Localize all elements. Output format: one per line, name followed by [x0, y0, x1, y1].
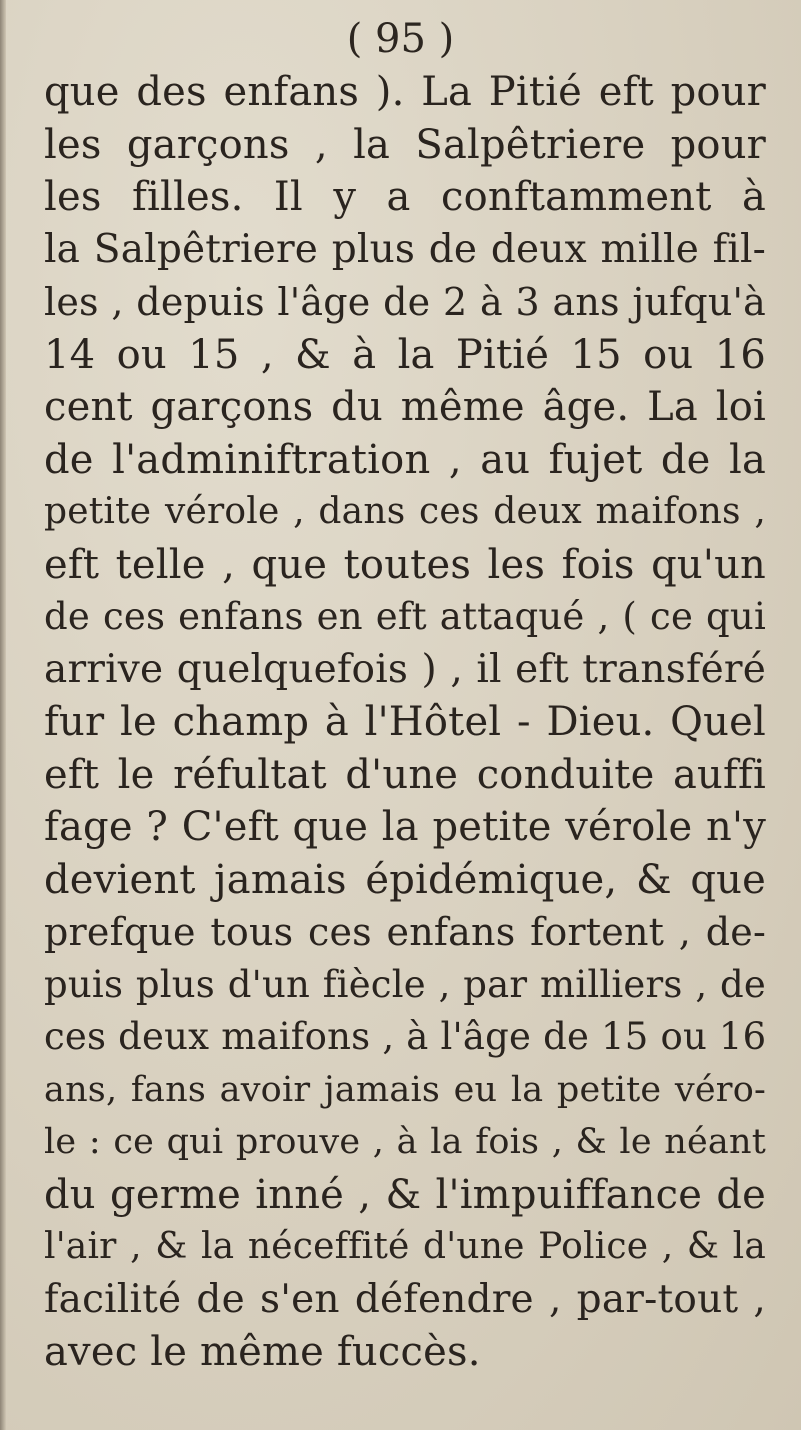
text-line: le : ce qui prouve , à la fois , & le néant — [44, 1122, 766, 1162]
text-line: devient jamais épidémique, & que — [44, 856, 766, 903]
text-line: puis plus d'un fiècle , par milliers , de — [44, 962, 766, 1006]
text-line: cent garçons du même âge. La loi — [44, 384, 766, 430]
text-line: avec le même fuccès. — [44, 1329, 481, 1375]
text-line: ans, fans avoir jamais eu la petite véro- — [44, 1069, 766, 1110]
text-line: petite vérole , dans ces deux maifons , — [44, 491, 766, 532]
body-text — [44, 66, 766, 1379]
text-line: les garçons , la Salpêtriere pour — [44, 121, 766, 168]
text-line: les , depuis l'âge de 2 à 3 ans jufqu'à — [44, 280, 766, 324]
text-line: que des enfans ). La Pitié eft pour — [44, 69, 766, 115]
text-line: fur le champ à l'Hôtel - Dieu. Quel — [44, 699, 766, 745]
text-line: les filles. Il y a conftamment à — [44, 174, 766, 220]
text-line: l'air , & la néceffité d'une Police , & la — [44, 1226, 766, 1267]
page-edge-shadow — [0, 0, 6, 1430]
text-line: prefque tous ces enfans fortent , de- — [44, 910, 766, 954]
text-line: du germe inné , & l'impuiffance de — [44, 1171, 766, 1218]
text-line: la Salpêtriere plus de deux mille fil- — [44, 226, 766, 272]
text-line: fage ? C'eft que la petite vérole n'y — [44, 804, 766, 850]
text-line: eft le réfultat d'une conduite auffi — [44, 751, 766, 798]
text-line: de l'adminiftration , au fujet de la — [44, 436, 766, 483]
text-line: 14 ou 15 , & à la Pitié 15 ou 16 — [44, 331, 766, 378]
text-line: eft telle , que toutes les fois qu'un — [44, 541, 766, 588]
page-number: ( 95 ) — [346, 16, 455, 62]
text-line: de ces enfans en eft attaqué , ( ce qui — [44, 595, 766, 638]
text-line: facilité de s'en défendre , par-tout , — [44, 1276, 766, 1322]
text-line: ces deux maifons , à l'âge de 15 ou 16 — [44, 1015, 766, 1058]
text-line: arrive quelquefois ) , il eft transféré — [44, 646, 766, 692]
